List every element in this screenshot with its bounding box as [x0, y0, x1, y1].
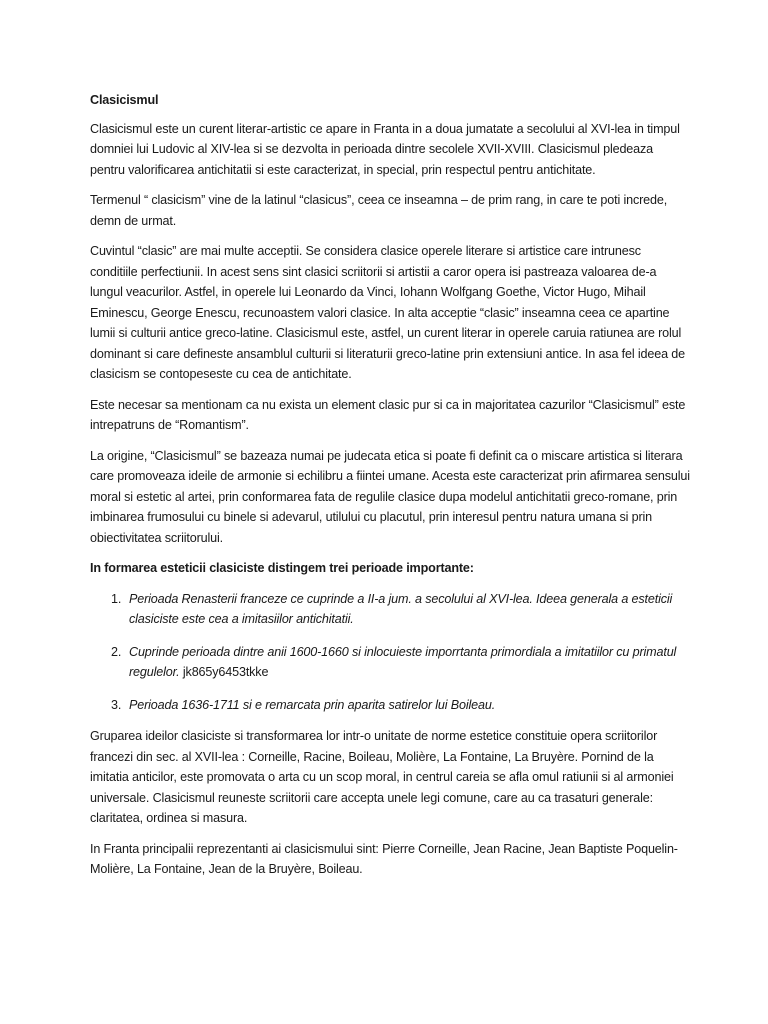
list-item	[90, 589, 690, 630]
paragraph-representatives: In Franta principalii reprezentanti ai clasicismului sint: Pierre Corneille, Jean Racine, Jean Baptiste Poquelin-Molière, La Fontaine, Jean de la Bruyère, Boileau.	[90, 841, 678, 876]
list-heading: In formarea esteticii clasiciste distingem trei perioade importante:	[90, 561, 474, 575]
paragraph-origin: La origine, “Clasicismul” se bazeaza numai pe judecata etica si poate fi definit ca o miscare artistica si literara care promoveaza ideile de armonie si echilibru a fiintei umane. Acesta este caracterizat prin afirmarea sensului moral si estetic al artei, prin conformarea fata de regulile clasice dupa modelul antichitatii greco-romane, prin imbinarea frumosului cu binele si adevarul, utilului cu placutul, prin interesul pentru natura umana si prin obiectivitatea scriitorului.	[90, 448, 690, 545]
list-item-number: 1.	[111, 591, 122, 606]
paragraph-french-writers: Gruparea ideilor clasiciste si transformarea lor intr-o unitate de norme estetice constituie opera scriitorilor francezi din sec. al XVII-lea : Corneille, Racine, Boileau, Molière, La Fontaine, La Bruyère. Pornind de la imitatia anticilor, este promovata o arta cu un scop moral, in centrul careia se afla omul ratiunii si al armoniei universale. Clasicismul reuneste scriitorii care accepta unele legi comune, care au ca trasaturi generale: claritatea, ordinea si masura.	[90, 729, 674, 825]
paragraph-meanings: Cuvintul “clasic” are mai multe acceptii. Se considera clasice operele literare si artistice care intrunesc conditiile perfectiunii. In acest sens sint clasici scriitorii si artistii a caror opera isi pastreaza valoarea de-a lungul veacurilor. Astfel, in operele lui Leonardo da Vinci, Iohann Wolfgang Goethe, Victor Hugo, Mihail Eminescu, George Enescu, recunoastem valori clasice. In alta acceptie “clasic” inseamna ceea ce apartine lumii si culturii antice greco-latine. Clasicismul este, astfel, un curent literar in operele caruia ratiunea are rolul dominant si care defineste ansamblul culturii si literaturii greco-latine prin extensiuni antice. In asa fel ideea de clasicism se contopeseste cu cea de antichitate.	[90, 244, 685, 381]
paragraph-romanticism: Este necesar sa mentionam ca nu exista un element clasic pur si ca in majoritatea cazurilor “Clasicismul” este intrepatruns de “Romantism”.	[90, 397, 686, 432]
list-item	[90, 642, 690, 683]
list-item-text: Perioada Renasterii franceze ce cuprinde a II-a jum. a secolului al XVI-lea. Ideea generala a esteticii clasiciste este cea a imitasiilor antichitatii.	[129, 591, 673, 626]
list-item	[90, 695, 690, 716]
periods-list	[90, 589, 690, 716]
paragraph-term-origin: Termenul “ clasicism” vine de la latinul “clasicus”, ceea ce inseamna – de prim rang, in care te poti increde, demn de urmat.	[90, 193, 668, 228]
list-item-number: 3.	[111, 697, 122, 712]
document-page	[90, 90, 690, 890]
list-item-number: 2.	[111, 644, 122, 659]
list-item-text: Cuprinde perioada dintre anii 1600-1660 si inlocuieste imporrtanta primordiala a imitatiilor cu primatul regulelor.	[129, 644, 677, 679]
document-title: Clasicismul	[90, 93, 159, 107]
list-item-text: Perioada 1636-1711 si e remarcata prin aparita satirelor lui Boileau.	[129, 697, 496, 712]
list-item-code: jk865y6453tkke	[179, 665, 269, 679]
paragraph-definition: Clasicismul este un curent literar-artistic ce apare in Franta in a doua jumatate a secolului al XVI-lea in timpul domniei lui Ludovic al XIV-lea si se dezvolta in perioada dintre secolele XVII-XVIII. Clasicismul pledeaza pentru valorificarea antichitatii si este caracterizat, in special, prin respectul pentru antichitate.	[90, 121, 680, 177]
